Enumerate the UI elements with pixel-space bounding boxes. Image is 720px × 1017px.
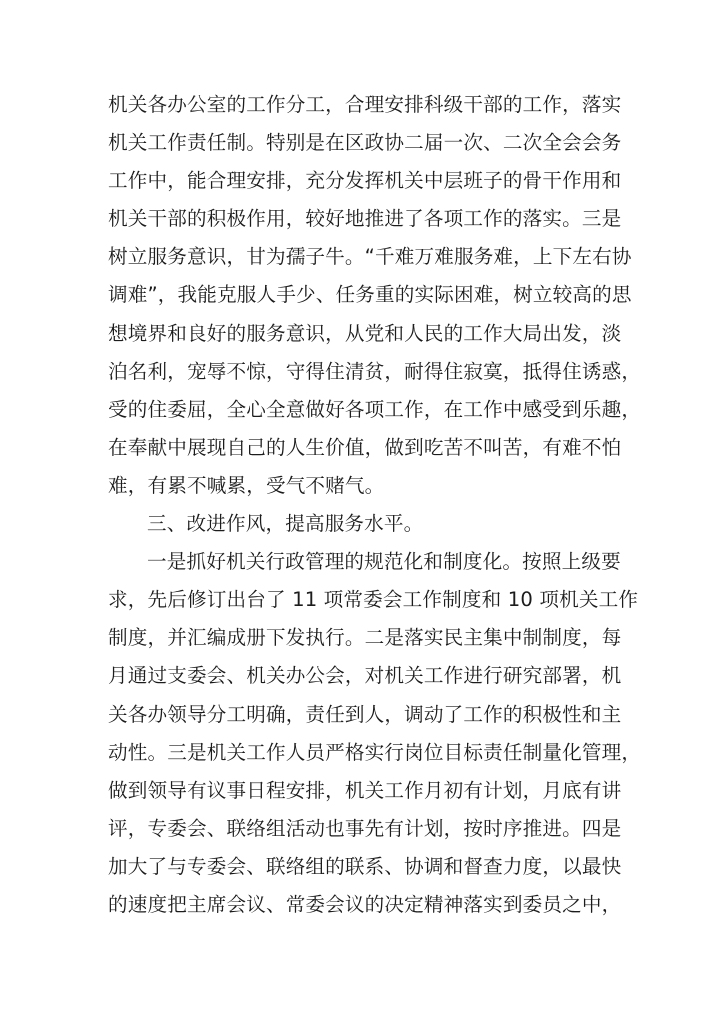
text-line: 做到领导有议事日程安排，机关工作月初有计划，月底有讲: [108, 778, 622, 802]
text-line: 关各办领导分工明确，责任到人，调动了工作的积极性和主: [108, 702, 622, 726]
text-line: 工作中，能合理安排，充分发挥机关中层班子的骨干作用和: [108, 169, 622, 193]
text-line: 的速度把主席会议、常委会议的决定精神落实到委员之中，: [108, 892, 622, 916]
text-line: 想境界和良好的服务意识，从党和人民的工作大局出发，淡: [108, 321, 622, 345]
text-line: 在奉献中展现自己的人生价值，做到吃苦不叫苦，有难不怕: [108, 435, 622, 459]
text-line: 评，专委会、联络组活动也事先有计划，按时序推进。四是: [108, 816, 622, 840]
section-heading: 三、改进作风，提高服务水平。: [147, 512, 424, 536]
text-line: 树立服务意识，甘为孺子牛。“千难万难服务难，上下左右协: [108, 245, 632, 269]
text-line: 制度，并汇编成册下发执行。二是落实民主集中制制度，每: [108, 626, 622, 650]
text-line: 泊名利，宠辱不惊，守得住清贫，耐得住寂寞，抵得住诱惑，: [108, 359, 642, 383]
paragraph-start: 一是抓好机关行政管理的规范化和制度化。按照上级要: [147, 550, 621, 574]
text-line: 难，有累不喊累，受气不赌气。: [108, 473, 385, 497]
text-line: 机关工作责任制。特别是在区政协二届一次、二次全会会务: [108, 131, 622, 155]
text-line: 动性。三是机关工作人员严格实行岗位目标责任制量化管理，: [108, 740, 642, 764]
text-line: 机关干部的积极作用，较好地推进了各项工作的落实。三是: [108, 207, 622, 231]
text-line: 机关各办公室的工作分工，合理安排科级干部的工作，落实: [108, 93, 622, 116]
text-line: 调难”，我能克服人手少、任务重的实际困难，树立较高的思: [108, 283, 632, 307]
text-line: 求，先后修订出台了 11 项常委会工作制度和 10 项机关工作: [108, 588, 639, 612]
text-line: 加大了与专委会、联络组的联系、协调和督查力度，以最快: [108, 854, 622, 878]
body-text: [108, 86, 642, 924]
text-line: 受的住委屈，全心全意做好各项工作，在工作中感受到乐趣，: [108, 397, 642, 421]
text-line: 月通过支委会、机关办公会，对机关工作进行研究部署，机: [108, 664, 622, 688]
